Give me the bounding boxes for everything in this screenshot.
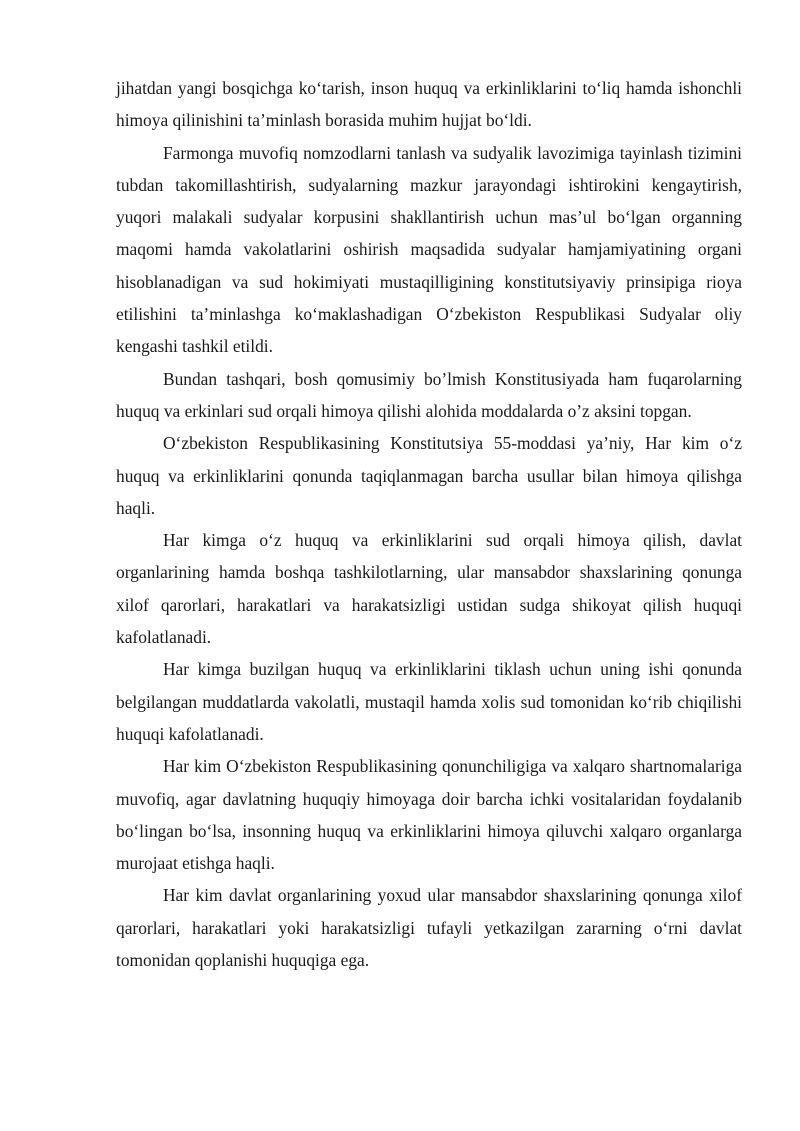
paragraph-2: Farmonga muvofiq nomzodlarni tanlash va sudyalik lavozimiga tayinlash tizimini tubdan takomillashtirish, sudyalarning mazkur jarayondagi ishtirokini kengaytirish, yuqori malakali sudyalar korpusini shakllantirish uchun mas’ul bo‘lgan organning maqomi hamda vakolatlarini oshirish maqsadida sudyalar hamjamiyatining organi hisoblanadigan va sud hokimiyati mustaqilligining konstitutsiyaviy prinsipiga rioya etilishini ta’minlashga ko‘maklashadigan O‘zbekiston Respublikasi Sudyalar oliy kengashi tashkil etildi.: [116, 142, 742, 357]
paragraph-3: Bundan tashqari, bosh qomusimiy bo’lmish Konstitusiyada ham fuqarolarning huquq va erkinlari sud orqali himoya qilishi alohida moddalarda o’z aksini topgan.: [116, 368, 742, 421]
document-body: [116, 72, 742, 976]
paragraph-8: Har kim davlat organlarining yoxud ular mansabdor shaxslarining qonunga xilof qarorlari, harakatlari yoki harakatsizligi tufayli yetkazilgan zararning o‘rni davlat tomonidan qoplanishi huquqiga ega.: [116, 885, 742, 971]
paragraph-5: Har kimga o‘z huquq va erkinliklarini sud orqali himoya qilish, davlat organlarining hamda boshqa tashkilotlarning, ular mansabdor shaxslarining qonunga xilof qarorlari, harakatlari va harakatsizligi ustidan sudga shikoyat qilish huquqi kafolatlanadi.: [116, 530, 742, 648]
paragraph-7: Har kim O‘zbekiston Respublikasining qonunchiligiga va xalqaro shartnomalariga muvofiq, agar davlatning huquqiy himoyaga doir barcha ichki vositalaridan foydalanib bo‘lingan bo‘lsa, insonning huquq va erkinliklarini himoya qiluvchi xalqaro organlarga murojaat etishga haqli.: [116, 756, 742, 874]
paragraph-1: jihatdan yangi bosqichga ko‘tarish, inson huquq va erkinliklarini to‘liq hamda ishonchli himoya qilinishini ta’minlash borasida muhim hujjat bo‘ldi.: [116, 78, 742, 131]
paragraph-6: Har kimga buzilgan huquq va erkinliklarini tiklash uchun uning ishi qonunda belgilangan muddatlarda vakolatli, mustaqil hamda xolis sud tomonidan ko‘rib chiqilishi huquqi kafolatlanadi.: [116, 659, 742, 744]
paragraph-4: O‘zbekiston Respublikasining Konstitutsiya 55-moddasi ya’niy, Har kim o‘z huquq va erkinliklarini qonunda taqiqlanmagan barcha usullar bilan himoya qilishga haqli.: [116, 433, 742, 518]
